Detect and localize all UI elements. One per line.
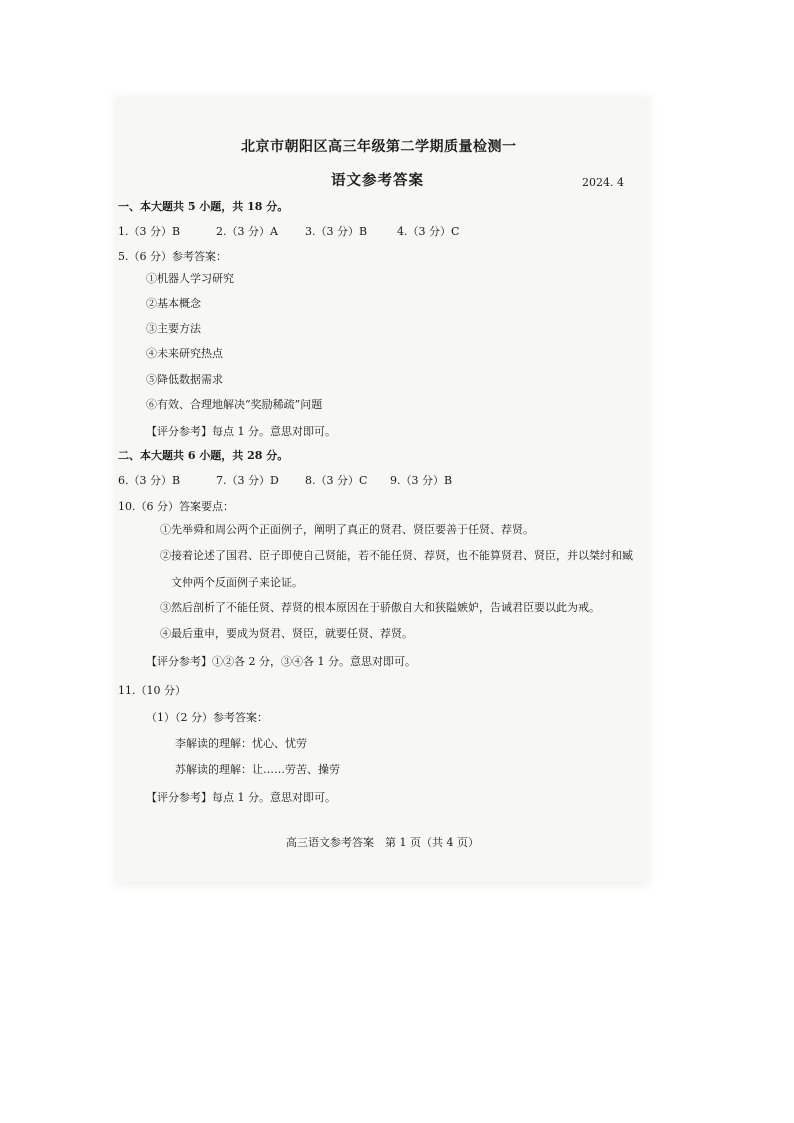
- answer-q8: 8.（3 分）C: [305, 474, 368, 487]
- section-1-heading: 一、本大题共 5 小题，共 18 分。: [118, 200, 289, 213]
- q11-label: 11.（10 分）: [118, 684, 186, 697]
- q11-li-interpretation: 李解读的理解：忧心、忧劳: [175, 737, 307, 750]
- answer-q9: 9.（3 分）B: [390, 474, 453, 487]
- answer-q2: 2.（3 分）A: [216, 225, 278, 238]
- q5-item-6: ⑥有效、合理地解决“奖励稀疏”问题: [146, 398, 323, 411]
- answer-q4: 4.（3 分）C: [397, 225, 460, 238]
- answer-q7: 7.（3 分）D: [216, 474, 279, 487]
- q5-item-2: ②基本概念: [146, 297, 201, 310]
- answer-q3: 3.（3 分）B: [305, 225, 368, 238]
- q10-scoring: 【评分参考】①②各 2 分，③④各 1 分。意思对即可。: [146, 655, 416, 668]
- q10-point-1: ①先举舜和周公两个正面例子，阐明了真正的贤君、贤臣要善于任贤、荐贤。: [160, 523, 534, 536]
- document-date: 2024. 4: [582, 176, 624, 189]
- q5-item-3: ③主要方法: [146, 322, 201, 335]
- document-title: 北京市朝阳区高三年级第二学期质量检测一: [241, 139, 517, 155]
- answer-q6: 6.（3 分）B: [118, 474, 181, 487]
- q11-scoring: 【评分参考】每点 1 分。意思对即可。: [146, 791, 336, 804]
- q10-label: 10.（6 分）答案要点：: [118, 500, 234, 513]
- q10-point-4: ④最后重申，要成为贤君、贤臣，就要任贤、荐贤。: [160, 627, 413, 640]
- q10-point-2-cont: 文仲两个反面例子来论证。: [171, 576, 303, 589]
- page-footer: 高三语文参考答案 第 1 页（共 4 页）: [286, 836, 479, 849]
- q11-su-interpretation: 苏解读的理解：让……劳苦、操劳: [175, 763, 340, 776]
- document-subtitle: 语文参考答案: [331, 172, 424, 189]
- q11-sub1-label: （1）（2 分）参考答案：: [146, 711, 268, 724]
- q5-item-4: ④未来研究热点: [146, 347, 223, 360]
- q5-item-1: ①机器人学习研究: [146, 272, 234, 285]
- answer-q1: 1.（3 分）B: [118, 225, 181, 238]
- q5-item-5: ⑤降低数据需求: [146, 373, 223, 386]
- q10-point-2: ②接着论述了国君、臣子即使自己贤能，若不能任贤、荐贤，也不能算贤君、贤臣，并以桀纣和臧: [160, 549, 633, 562]
- q5-scoring: 【评分参考】每点 1 分。意思对即可。: [146, 425, 336, 438]
- q10-point-3: ③然后剖析了不能任贤、荐贤的根本原因在于骄傲自大和狭隘嫉妒，告诫君臣要以此为戒。: [160, 601, 600, 614]
- q5-label: 5.（6 分）参考答案：: [118, 250, 227, 263]
- section-2-heading: 二、本大题共 6 小题，共 28 分。: [118, 449, 289, 462]
